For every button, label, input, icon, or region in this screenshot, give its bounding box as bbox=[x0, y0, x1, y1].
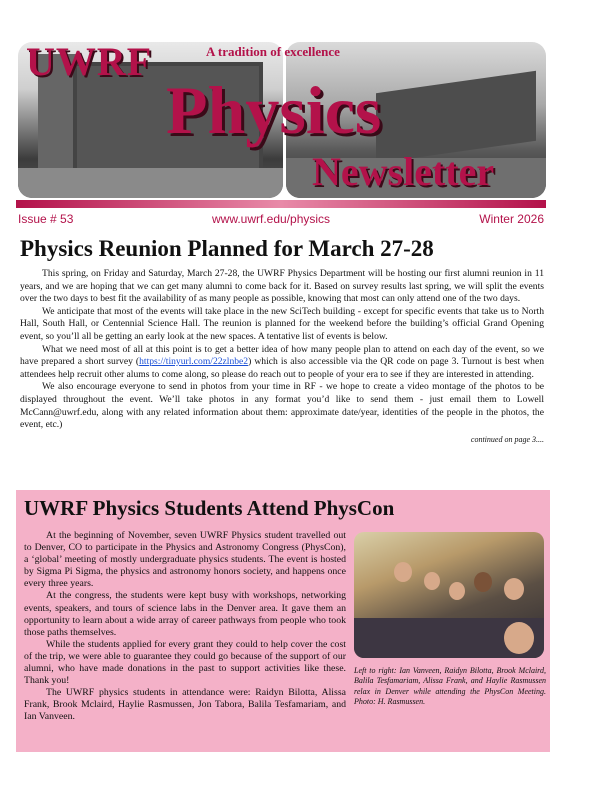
issue-season: Winter 2026 bbox=[479, 212, 544, 226]
person-shape bbox=[424, 572, 440, 590]
masthead-tagline: A tradition of excellence bbox=[206, 44, 340, 59]
issue-bar bbox=[18, 212, 544, 228]
paragraph: While the students applied for every grant they could to help cover the cost of the trip, we were able to guarantee they could go because of the support of our alumni, who have made donations in the past to support activities like these. Thank you! bbox=[24, 638, 346, 687]
person-shape bbox=[449, 582, 465, 600]
text: ) which is also accessible via the QR code on page 3. Turnout is best when attendees help recruit other alums to come along, so please do reach out to people of your era to see if they are interested in attending. bbox=[20, 356, 544, 380]
article1-title: Physics Reunion Planned for March 27-28 bbox=[20, 236, 434, 261]
survey-link[interactable]: https://tinyurl.com/22zlnbe2 bbox=[139, 356, 249, 368]
masthead-uwrf: UWRF bbox=[26, 39, 153, 84]
paragraph: The UWRF physics students in attendance were: Raidyn Bilotta, Alissa Frank, Brook Mclaird, Haylie Rasmussen, Jon Tabora, Balila Tesfamariam, and Ian Vanveen. bbox=[24, 687, 346, 723]
grass-shape bbox=[18, 168, 283, 198]
article2-title: UWRF Physics Students Attend PhysCon bbox=[24, 496, 395, 520]
person-shape bbox=[504, 622, 534, 654]
paragraph: At the beginning of November, seven UWRF Physics student travelled out to Denver, CO to participate in the Physics and Astronomy Congress (PhysCon), a ‘global’ meeting of mostly undergraduate physics students. The event is hosted by Sigma Pi Sigma, the physics and astronomy honors society, and happens once every three years. bbox=[24, 530, 346, 590]
physcon-box bbox=[16, 490, 550, 752]
photo-caption: Left to right: Ian Vanveen, Raidyn Bilotta, Brook Mclaird, Balila Tesfamariam, Alissa Frank, and Haylie Rasmussen relax in Denver while attending the PhysCon Meeting. Photo: H. Rasmussen. bbox=[354, 666, 546, 707]
masthead-newsletter: Newsletter bbox=[312, 149, 495, 194]
masthead-divider bbox=[16, 200, 546, 208]
person-shape bbox=[474, 572, 492, 592]
website-link[interactable]: www.uwrf.edu/physics bbox=[212, 212, 331, 226]
continued-note: continued on page 3.... bbox=[470, 434, 544, 444]
masthead bbox=[16, 40, 546, 200]
person-shape bbox=[504, 578, 524, 600]
paragraph: We anticipate that most of the events will take place in the new SciTech building - except for specific events that take us to North Hall, South Hall, or Centennial Science Hall. The reunion is planned for the weekend before the building’s official Grand Opening event, so you’ll all be getting an early look at the new spaces. A tentative list of events is below. bbox=[20, 305, 544, 342]
article2-body bbox=[24, 530, 346, 724]
issue-number: Issue # 53 bbox=[18, 212, 74, 226]
article1-body bbox=[20, 268, 544, 446]
paragraph bbox=[20, 344, 544, 382]
paragraph: At the congress, the students were kept busy with workshops, networking events, speakers, and tours of science labs in the Denver area. It gave them an opportunity to learn about a wide array of career pathways from people who took those paths themselves. bbox=[24, 590, 346, 638]
person-shape bbox=[394, 562, 412, 582]
paragraph: We also encourage everyone to send in photos from your time in RF - we hope to create a video montage of the photos to be displayed throughout the event. We’ll take photos in any format you’d like to send them - just email them to Lowell McCann@uwrf.edu, along with any related information about them: approximate date/year, identities of the people in the photos, the event, etc.) bbox=[20, 381, 544, 431]
students-photo bbox=[354, 532, 544, 658]
text: What we need most of all at this point is to get a better idea of how many people plan to attend on each day of the event, so we have prepared a short survey ( bbox=[20, 343, 544, 368]
paragraph: This spring, on Friday and Saturday, March 27-28, the UWRF Physics Department will be hosting our first alumni reunion in 11 years, and we are hoping that we can get many alumni to come back for it. Based on survey results last spring, we will split the events over the two days to best fit the availability of as many people as possible, knowing that most can only attend one of the two days. bbox=[20, 268, 544, 305]
masthead-physics: Physics bbox=[166, 72, 382, 148]
